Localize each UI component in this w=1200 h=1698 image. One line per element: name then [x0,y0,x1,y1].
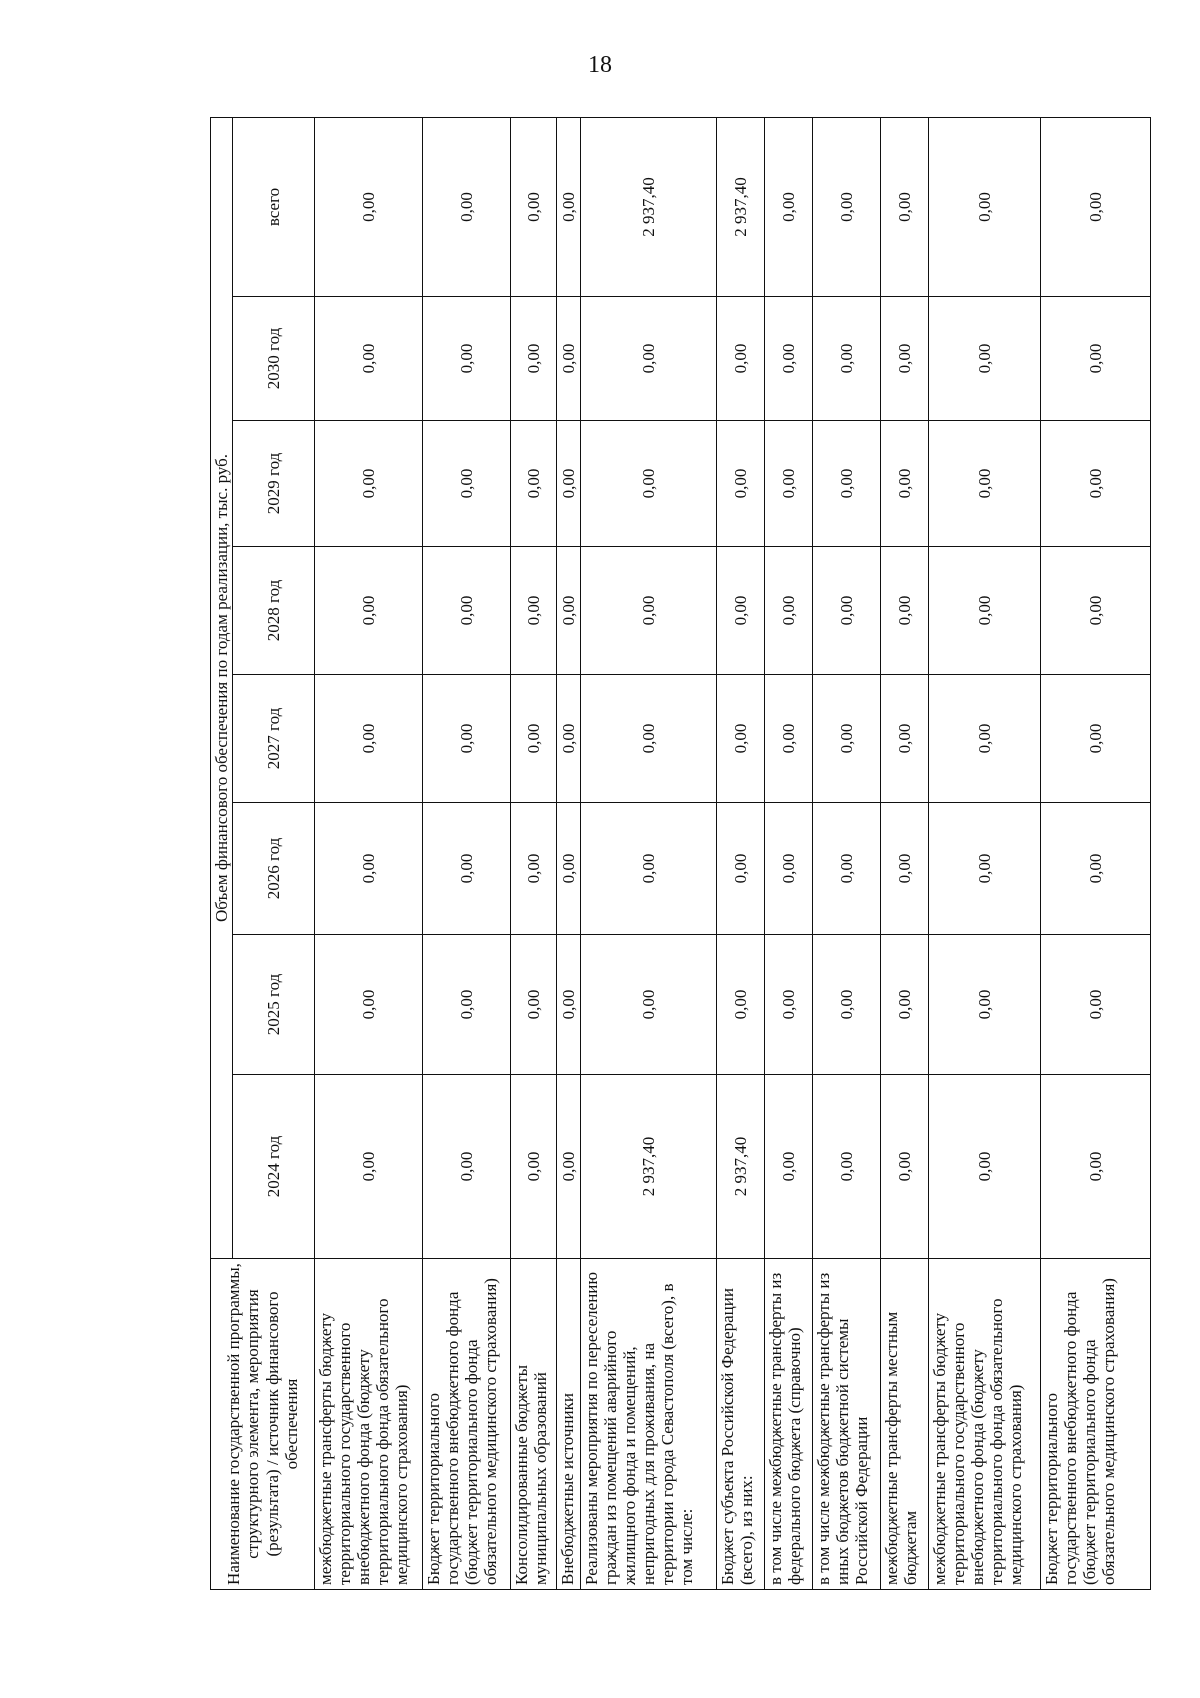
value-cell: 0,00 [1041,1075,1151,1259]
value-cell: 0,00 [511,935,557,1075]
total-cell: 0,00 [765,117,813,296]
value-cell: 0,00 [557,421,581,547]
value-cell: 0,00 [717,297,765,421]
value-cell: 0,00 [765,547,813,675]
value-cell: 0,00 [765,1075,813,1259]
funding-volume-header: Объем финансового обеспечения по годам реализации, тыс. руб. [211,117,233,1258]
total-header: всего [233,117,315,296]
value-cell: 0,00 [881,1075,929,1259]
table-row [423,117,511,1589]
row-name: межбюджетные трансферты местным бюджетам [881,1259,929,1590]
table-row [765,117,813,1589]
value-cell: 0,00 [929,675,1041,803]
value-cell: 0,00 [557,675,581,803]
value-cell: 0,00 [717,675,765,803]
value-cell: 0,00 [717,421,765,547]
total-cell: 0,00 [929,117,1041,296]
table-row [315,117,423,1589]
value-cell: 0,00 [881,547,929,675]
name-column-header: Наименование государственной программы, структурного элемента, мероприятия (результата) / источник финансового обеспечения [211,1259,315,1590]
value-cell: 0,00 [423,1075,511,1259]
row-name: межбюджетные трансферты бюджету территориального государственного внебюджетного фонда (бюджету территориального фонда обязательного медицинского страхования) [315,1259,423,1590]
value-cell: 0,00 [315,1075,423,1259]
year-header: 2030 год [233,297,315,421]
value-cell: 0,00 [511,803,557,935]
financing-table [210,117,1151,1590]
value-cell: 0,00 [423,421,511,547]
value-cell: 0,00 [813,547,881,675]
year-header: 2024 год [233,1075,315,1259]
table-row [813,117,881,1589]
value-cell: 0,00 [881,421,929,547]
value-cell: 0,00 [765,297,813,421]
row-name: в том числе межбюджетные трансферты из федерального бюджета (справочно) [765,1259,813,1590]
row-name: в том числе межбюджетные трансферты из иных бюджетов бюджетной системы Российской Федерации [813,1259,881,1590]
table-row [581,117,717,1589]
value-cell: 0,00 [929,1075,1041,1259]
value-cell: 0,00 [929,297,1041,421]
value-cell: 2 937,40 [581,1075,717,1259]
table-row [929,117,1041,1589]
value-cell: 0,00 [511,297,557,421]
total-cell: 0,00 [315,117,423,296]
year-header: 2028 год [233,547,315,675]
table-row [717,117,765,1589]
value-cell: 0,00 [929,935,1041,1075]
total-cell: 2 937,40 [717,117,765,296]
value-cell: 0,00 [423,297,511,421]
value-cell: 0,00 [1041,297,1151,421]
table-row [557,117,581,1589]
value-cell: 0,00 [315,935,423,1075]
value-cell: 0,00 [511,547,557,675]
value-cell: 0,00 [423,935,511,1075]
value-cell: 0,00 [1041,675,1151,803]
value-cell: 0,00 [717,803,765,935]
value-cell: 0,00 [881,935,929,1075]
total-cell: 0,00 [557,117,581,296]
value-cell: 0,00 [423,675,511,803]
value-cell: 0,00 [717,935,765,1075]
value-cell: 0,00 [315,675,423,803]
value-cell: 0,00 [881,803,929,935]
row-name: Бюджет субъекта Российской Федерации (всего), из них: [717,1259,765,1590]
year-header: 2027 год [233,675,315,803]
value-cell: 0,00 [813,421,881,547]
value-cell: 0,00 [423,547,511,675]
value-cell: 0,00 [813,297,881,421]
total-cell: 2 937,40 [581,117,717,296]
value-cell: 0,00 [929,803,1041,935]
value-cell: 0,00 [557,935,581,1075]
value-cell: 0,00 [581,675,717,803]
table-row [511,117,557,1589]
value-cell: 0,00 [557,803,581,935]
page-number: 18 [588,52,612,78]
header-row-group [211,117,233,1589]
row-name: межбюджетные трансферты бюджету территориального государственного внебюджетного фонда (бюджету территориального фонда обязательного медицинского страхования) [929,1259,1041,1590]
total-cell: 0,00 [423,117,511,296]
value-cell: 0,00 [765,935,813,1075]
value-cell: 0,00 [581,421,717,547]
row-name: Бюджет территориального государственного внебюджетного фонда (бюджет территориального фонда обязательного медицинского страхования) [1041,1259,1151,1590]
value-cell: 0,00 [581,803,717,935]
value-cell: 0,00 [929,421,1041,547]
year-header: 2025 год [233,935,315,1075]
value-cell: 0,00 [315,421,423,547]
value-cell: 0,00 [717,547,765,675]
value-cell: 0,00 [511,421,557,547]
value-cell: 0,00 [315,803,423,935]
total-cell: 0,00 [1041,117,1151,296]
value-cell: 0,00 [1041,935,1151,1075]
table-row [881,117,929,1589]
value-cell: 0,00 [511,675,557,803]
value-cell: 0,00 [813,1075,881,1259]
total-cell: 0,00 [881,117,929,296]
value-cell: 0,00 [1041,421,1151,547]
value-cell: 2 937,40 [717,1075,765,1259]
row-name: Внебюджетные источники [557,1259,581,1590]
value-cell: 0,00 [813,935,881,1075]
value-cell: 0,00 [765,675,813,803]
value-cell: 0,00 [557,547,581,675]
year-header: 2029 год [233,421,315,547]
row-name: Бюджет территориального государственного внебюджетного фонда (бюджет территориального фонда обязательного медицинского страхования) [423,1259,511,1590]
table-row [1041,117,1151,1589]
year-header: 2026 год [233,803,315,935]
value-cell: 0,00 [581,297,717,421]
total-cell: 0,00 [511,117,557,296]
value-cell: 0,00 [881,297,929,421]
value-cell: 0,00 [557,1075,581,1259]
value-cell: 0,00 [881,675,929,803]
value-cell: 0,00 [1041,547,1151,675]
row-name: Реализованы мероприятия по переселению граждан из помещений аварийного жилищного фонда и помещений, непригодных для проживания, на территории города Севастополя (всего), в том числе: [581,1259,717,1590]
value-cell: 0,00 [581,547,717,675]
row-name: Консолидированные бюджеты муниципальных образований [511,1259,557,1590]
value-cell: 0,00 [813,675,881,803]
value-cell: 0,00 [581,935,717,1075]
value-cell: 0,00 [315,547,423,675]
value-cell: 0,00 [315,297,423,421]
value-cell: 0,00 [813,803,881,935]
value-cell: 0,00 [557,297,581,421]
value-cell: 0,00 [929,547,1041,675]
value-cell: 0,00 [1041,803,1151,935]
value-cell: 0,00 [765,803,813,935]
value-cell: 0,00 [765,421,813,547]
total-cell: 0,00 [813,117,881,296]
value-cell: 0,00 [511,1075,557,1259]
rotated-table-container [210,118,1150,1590]
value-cell: 0,00 [423,803,511,935]
